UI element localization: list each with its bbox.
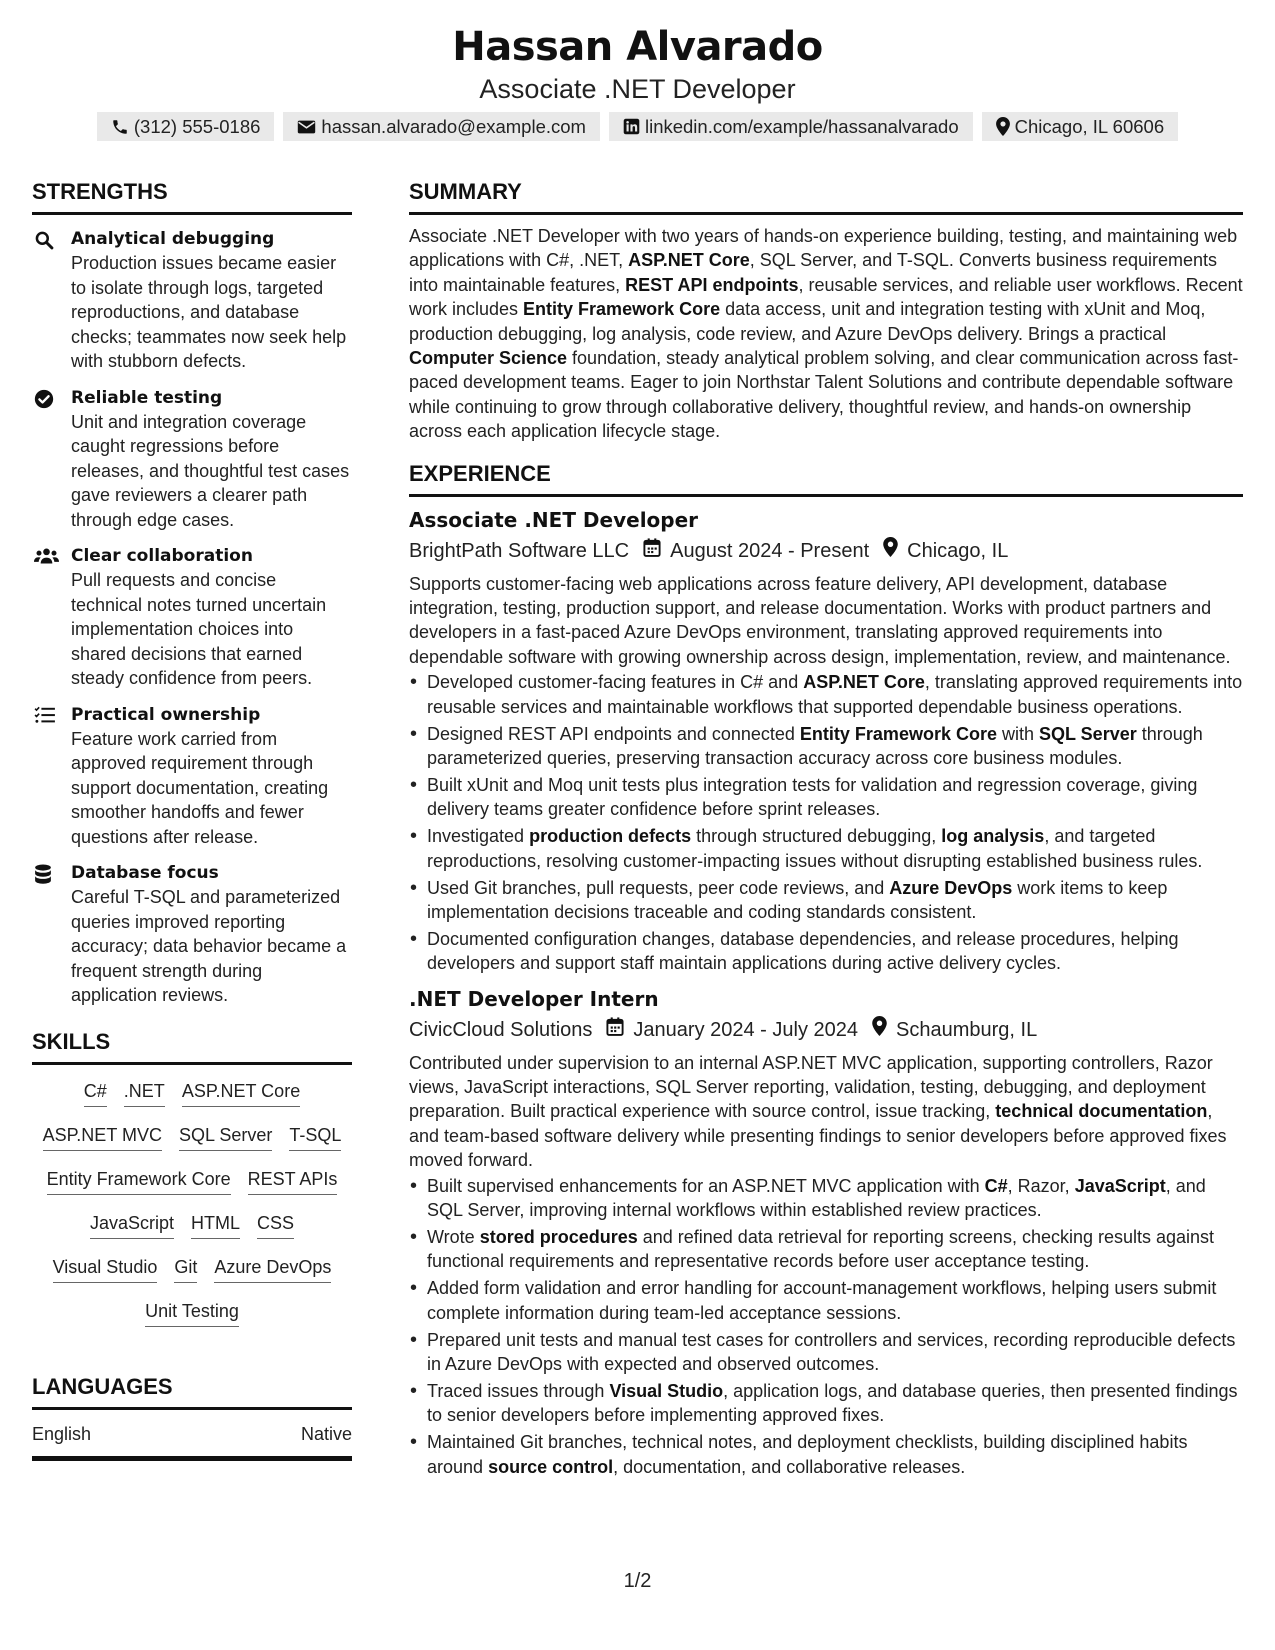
search-icon [32,227,71,374]
page-number: 1/2 [623,1570,652,1592]
contact-linkedin[interactable] [609,112,973,141]
skill-tag: .NET [124,1079,165,1107]
skill-tag: C# [84,1079,107,1107]
strength-item [32,544,352,691]
strength-desc: Pull requests and concise technical notes turned uncertain implementation choices into shared decisions that earned steady confidence from peers. [71,570,327,688]
bullet-item: • Developed customer-facing features in C# and ASP.NET Core, translating approved requirements into reusable services and maintainable workflows that supported dependable business operations. [409,670,1243,719]
skill-tag: Azure DevOps [214,1255,331,1283]
bullet-item: • Prepared unit tests and manual test cases for controllers and services, recording reproducible defects in Azure DevOps with expected and observed outcomes. [409,1328,1243,1377]
strength-title: Analytical debugging [71,229,275,249]
skills-list [32,1079,352,1327]
contact-location [982,112,1178,141]
skills-heading: SKILLS [32,1028,352,1065]
calendar-icon [643,536,670,566]
skill-tag: REST APIs [248,1167,338,1195]
strength-title: Reliable testing [71,387,223,408]
candidate-title: Associate .NET Developer [479,74,796,104]
strength-item [32,227,352,374]
job-title: .NET Developer Intern [409,986,659,1011]
company-name: CivicCloud Solutions [409,1018,593,1041]
contact-email[interactable] [283,112,600,141]
bullet-item: • Traced issues through Visual Studio, application logs, and database queries, then presented findings to senior developers before implementing approved fixes. [409,1379,1243,1428]
phone-text: (312) 555-0186 [133,116,261,137]
email-text: hassan.alvarado@example.com [321,116,586,137]
contact-bar [0,112,1275,141]
job-title: Associate .NET Developer [409,507,699,532]
bullet-item: • Maintained Git branches, technical notes, and deployment checklists, building disciplined habits around source control, documentation, and collaborative releases. [409,1430,1243,1479]
job-dates: August 2024 - Present [670,539,870,562]
skill-tag: Git [174,1255,197,1283]
envelope-icon [297,119,316,135]
map-pin-icon [996,117,1010,136]
strengths-heading: STRENGTHS [32,178,352,215]
job-location: Schaumburg, IL [896,1018,1038,1041]
candidate-name: Hassan Alvarado [452,24,823,70]
strength-title: Practical ownership [71,704,261,725]
summary-heading: SUMMARY [409,178,1243,215]
strength-item [32,703,352,850]
job-description: Contributed under supervision to an internal ASP.NET MVC application, supporting controllers, Razor views, JavaScript interactions, SQL Server reporting, validation, testing, debugging, and deployment preparation. Built practical experience with source control, issue tracking, technical documentation, and team-based software delivery while presenting findings to senior developers before approved fixes moved forward. [409,1052,1227,1171]
bullet-item: • Used Git branches, pull requests, peer code reviews, and Azure DevOps work items to keep implementation decisions traceable and coding standards consistent. [409,876,1243,925]
skill-tag: Entity Framework Core [47,1167,231,1195]
bullet-item: • Designed REST API endpoints and connected Entity Framework Core with SQL Server through parameterized queries, preserving transaction accuracy across core business modules. [409,722,1243,771]
left-column [32,178,352,1461]
database-icon [32,861,71,1008]
language-row [32,1422,352,1461]
skill-tag: ASP.NET Core [182,1079,300,1107]
check-circle-icon [32,386,71,533]
summary-text: Associate .NET Developer with two years of hands-on experience building, testing, and maintaining web applications with C#, .NET, ASP.NET Core, SQL Server, and T-SQL. Converts business requirements into maintainable features, REST API endpoints, reusable services, and reliable user workflows. Recent work includes Entity Framework Core data access, unit and integration testing with xUnit and Moq, production debugging, log analysis, code review, and Azure DevOps delivery. Brings a practical Computer Science foundation, steady analytical problem solving, and clear communication across fast-paced development teams. Eager to join Northstar Talent Solutions and contribute dependable software while continuing to grow through collaborative delivery, thoughtful review, and hands-on ownership across each application lifecycle stage. [409,226,1243,442]
skill-tag: T-SQL [289,1123,341,1151]
bullet-item: • Documented configuration changes, database dependencies, and release procedures, helping developers and support staff maintain applications during active delivery cycles. [409,927,1243,976]
bullet-item: • Investigated production defects through structured debugging, log analysis, and targeted reproductions, resolving customer-impacting issues without disrupting established business rules. [409,824,1243,873]
experience-heading: EXPERIENCE [409,460,1243,497]
resume-header [0,0,1275,141]
map-pin-icon [883,536,907,566]
linkedin-icon [623,118,640,135]
strength-desc: Production issues became easier to isolate through logs, targeted reproductions, and database checks; teammates now seek help with stubborn defects. [71,253,347,371]
job-meta [409,1015,1243,1045]
job-dates: January 2024 - July 2024 [633,1018,859,1041]
strength-item [32,861,352,1008]
strength-desc: Careful T-SQL and parameterized queries improved reporting accuracy; data behavior became a frequent strength during application reviews. [71,887,347,1005]
skill-tag: Visual Studio [53,1255,158,1283]
calendar-icon [606,1015,633,1045]
skill-tag: CSS [257,1211,294,1239]
job-location: Chicago, IL [907,539,1009,562]
skill-tag: HTML [191,1211,240,1239]
job-entry [409,985,1243,1479]
location-text: Chicago, IL 60606 [1014,116,1165,137]
job-meta [409,536,1243,566]
users-icon [32,544,71,691]
skill-tag: Unit Testing [145,1299,239,1327]
bullet-item: • Built supervised enhancements for an ASP.NET MVC application with C#, Razor, JavaScript, and SQL Server, improving internal workflows within established review practices. [409,1174,1243,1223]
job-bullets [409,1174,1243,1479]
right-column [409,178,1243,1482]
bullet-item: • Built xUnit and Moq unit tests plus integration tests for validation and regression coverage, giving delivery teams greater confidence before sprint releases. [409,773,1243,822]
list-check-icon [32,703,71,850]
job-description: Supports customer-facing web applications across feature delivery, API development, database integration, testing, production support, and release documentation. Works with product partners and developers in a fast-paced Azure DevOps environment, translating approved requirements into dependable software with growing ownership across design, implementation, review, and maintenance. [409,573,1231,667]
bullet-item: • Wrote stored procedures and refined data retrieval for reporting screens, checking results against functional requirements and representative records before user acceptance testing. [409,1225,1243,1274]
strength-desc: Feature work carried from approved requirement through support documentation, creating smoother handoffs and fewer questions after release. [71,728,329,847]
job-bullets [409,670,1243,975]
language-level: Native [300,1423,352,1444]
company-name: BrightPath Software LLC [409,539,630,562]
job-entry [409,506,1243,976]
skill-tag: SQL Server [179,1123,272,1151]
language-name: English [32,1423,92,1444]
phone-icon [111,118,129,136]
strength-title: Clear collaboration [71,546,253,566]
strength-item [32,386,352,533]
skill-tag: JavaScript [90,1211,174,1239]
contact-phone[interactable] [97,112,275,141]
linkedin-text: linkedin.com/example/hassanalvarado [644,116,959,137]
map-pin-icon [872,1015,896,1045]
strength-desc: Unit and integration coverage caught regressions before releases, and thoughtful test cases gave reviewers a clearer path through edge cases. [71,411,350,530]
strength-title: Database focus [71,863,219,883]
bullet-item: • Added form validation and error handling for account-management workflows, helping users submit complete information during team-led acceptance sessions. [409,1276,1243,1325]
skill-tag: ASP.NET MVC [43,1123,162,1151]
languages-heading: LANGUAGES [32,1373,352,1410]
